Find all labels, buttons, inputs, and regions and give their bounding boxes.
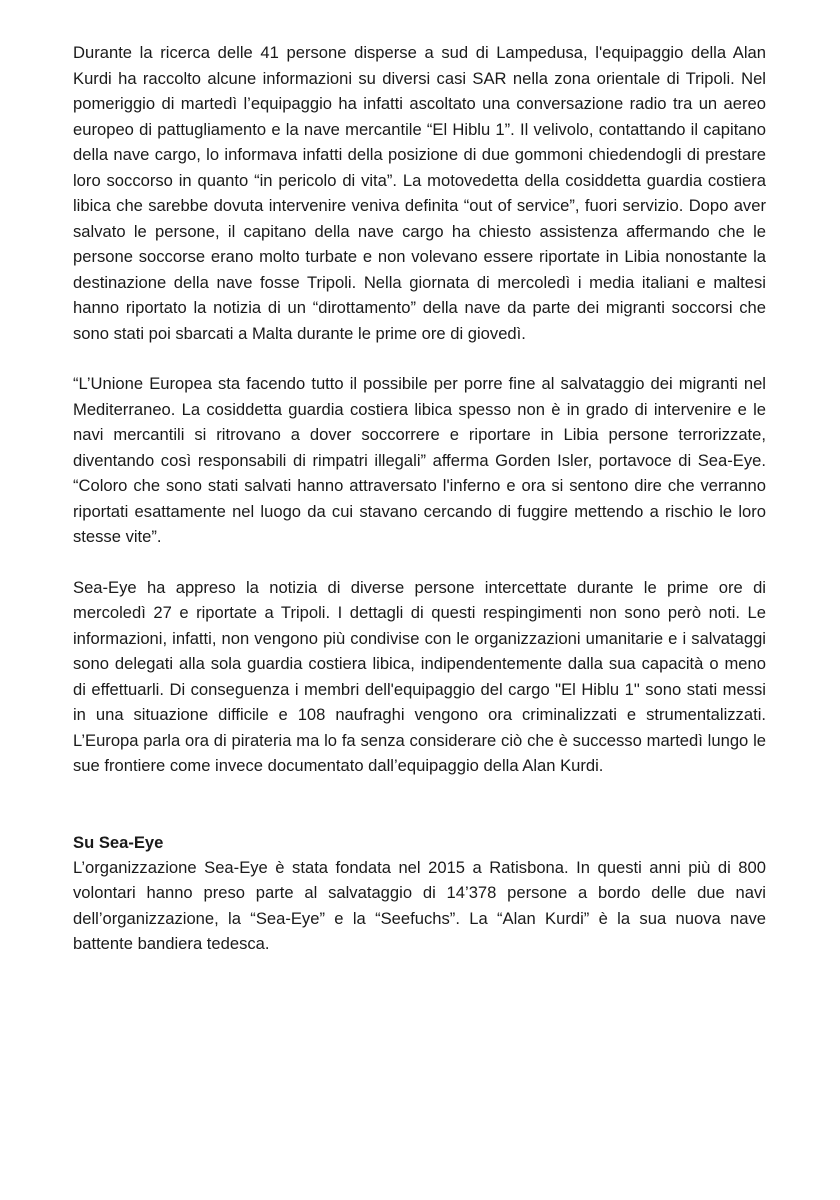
document-page (73, 40, 766, 957)
paragraph-interceptions: Sea-Eye ha appreso la notizia di diverse persone intercettate durante le prime ore di mercoledì 27 e riportate a Tripoli. I dettagli di questi respingimenti non sono però noti. Le informazioni, infatti, non vengono più condivise con le organizzazioni umanitarie e i salvataggi sono delegati alla sola guardia costiera libica, indipendentemente dalla sua capacità o meno di effettuarli. Di conseguenza i membri dell'equipaggio del cargo "El Hiblu 1" sono stati messi in una situazione difficile e 108 naufraghi vengono ora criminalizzati e strumentalizzati. L’Europa parla ora di pirateria ma lo fa senza considerare ciò che è successo martedì lungo le sue frontiere come invece documentato dall’equipaggio della Alan Kurdi. (73, 577, 766, 775)
paragraph-rescue-report: Durante la ricerca delle 41 persone disperse a sud di Lampedusa, l'equipaggio della Alan Kurdi ha raccolto alcune informazioni su diversi casi SAR nella zona orientale di Tripoli. Nel pomeriggio di martedì l’equipaggio ha infatti ascoltato una conversazione radio tra un aereo europeo di pattugliamento e la nave mercantile “El Hiblu 1”. Il velivolo, contattando il capitano della nave cargo, lo informava infatti della posizione di due gommoni chiedendogli di prestare loro soccorso in quanto “in pericolo di vita”. La motovedetta della cosiddetta guardia costiera libica che sarebbe dovuta intervenire veniva definita “out of service”, fuori servizio. Dopo aver salvato le persone, il capitano della nave cargo ha chiesto assistenza affermando che le persone soccorse erano molto turbate e non volevano essere riportate in Libia nonostante la destinazione della nave fosse Tripoli. Nella giornata di mercoledì i media italiani e maltesi hanno riportato la notizia di un “dirottamento” della nave da parte dei migranti soccorsi che sono stati poi sbarcati a Malta durante le prime ore di giovedì. (73, 43, 766, 343)
about-section-body: L’organizzazione Sea-Eye è stata fondata nel 2015 a Ratisbona. In questi anni più di 800 volontari hanno preso parte al salvataggio di 14’378 persone a bordo delle due navi dell’organizzazione, la “Sea-Eye” e la “Seefuchs”. La “Alan Kurdi” è la sua nuova nave battente bandiera tedesca. (73, 857, 766, 953)
about-section (73, 831, 766, 957)
paragraph-quote-isler: “L’Unione Europea sta facendo tutto il possibile per porre fine al salvataggio dei migranti nel Mediterraneo. La cosiddetta guardia costiera libica spesso non è in grado di intervenire e le navi mercantili si ritrovano a dover soccorrere e riportare in Libia persone terrorizzate, diventando così responsabili di rimpatri illegali” afferma Gorden Isler, portavoce di Sea-Eye. “Coloro che sono stati salvati hanno attraversato l'inferno e ora si sentono dire che verranno riportati esattamente nel luogo da cui stavano cercando di fuggire mettendo a rischio le loro stesse vite”. (73, 374, 766, 546)
about-section-title: Su Sea-Eye (73, 832, 164, 852)
